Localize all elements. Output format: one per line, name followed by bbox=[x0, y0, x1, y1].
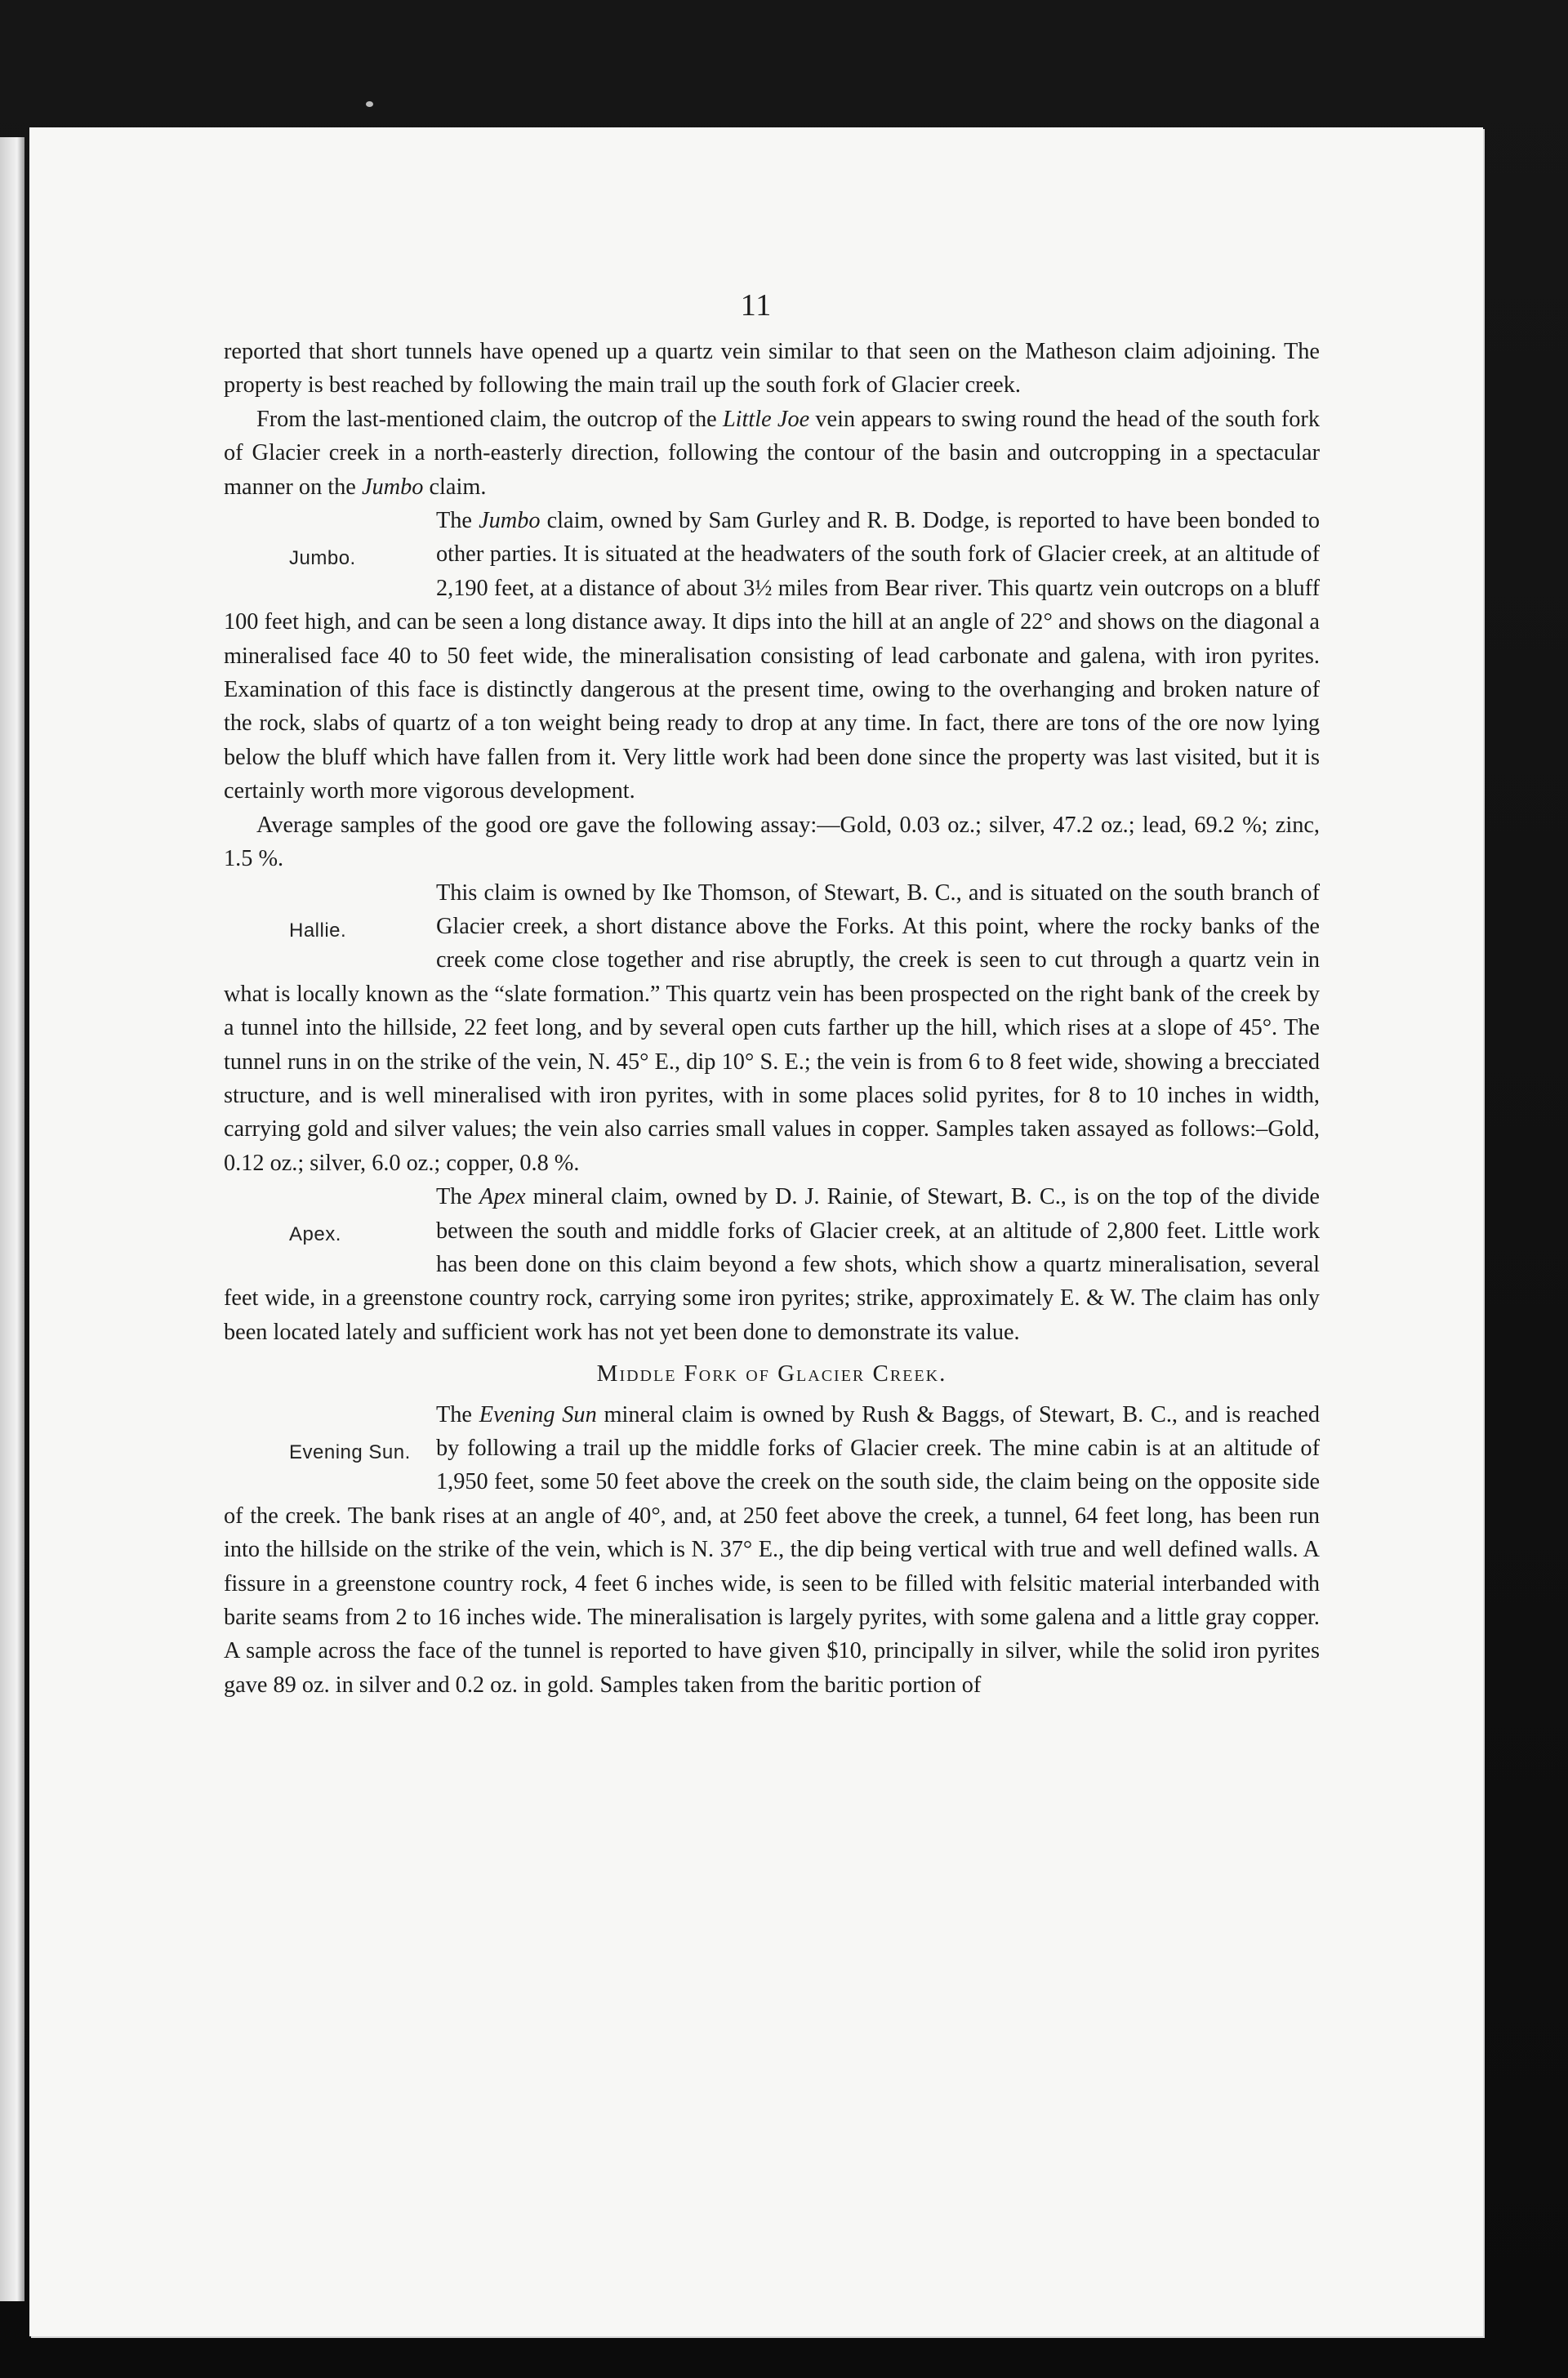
section-heading: Middle Fork of Glacier Creek. bbox=[596, 1360, 947, 1387]
side-note-apex: Apex. bbox=[289, 1223, 341, 1246]
section-jumbo bbox=[224, 504, 1320, 808]
document-page bbox=[29, 127, 1483, 2336]
paragraph-little-joe: From the last-mentioned claim, the outcrop of the Little Joe vein appears to swing round the head of the south fork of Glacier creek in a north-easterly direction, following the contour of the basin and outcropping in a spectacular manner on the Jumbo claim. bbox=[224, 406, 1321, 500]
side-note-jumbo: Jumbo. bbox=[289, 547, 356, 570]
paragraph-jumbo: The Jumbo claim, owned by Sam Gurley and R. B. Dodge, is reported to have been bonded to other parties. It is situated at the headwaters of the south fork of Glacier creek, at an altitude of 2,190 feet, at a distance of about 3½ miles from Bear river. This quartz vein outcrops on a bluff 100 feet high, and can be seen a long distance away. It dips into the hill at an angle of 22° and shows on the diagonal a mineralised face 40 to 50 feet wide, the mineralisation consisting of lead carbonate and galena, with iron pyrites. Examination of this face is distinctly dangerous at the present time, owing to the overhanging and broken nature of the rock, slabs of quartz of a ton weight being ready to drop at any time. In fact, there are tons of the ore now lying below the bluff which have fallen from it. Very little work had been done since the property was last visited, but it is certainly worth more vigorous development. bbox=[224, 508, 1320, 804]
paragraph-evening-sun: The Evening Sun mineral claim is owned by Rush & Baggs, of Stewart, B. C., and is reached by following a trail up the middle forks of Glacier creek. The mine cabin is at an altitude of 1,950 feet, some 50 feet above the creek on the south side, the claim being on the opposite side of the creek. The bank rises at an angle of 40°, and, at 250 feet above the creek, a tunnel, 64 feet long, has been run into the hillside on the strike of the vein, which is N. 37° E., the dip being vertical with true and well defined walls. A fissure in a greenstone country rock, 4 feet 6 inches wide, is seen to be filled with felsitic material interbanded with barite seams from 2 to 16 inches wide. The mineralisation is largely pyrites, with some galena and a little gray copper. A sample across the face of the tunnel is reported to have given $10, principally in silver, while the solid iron pyrites gave 89 oz. in silver and 0.2 oz. in gold. Samples taken from the baritic portion of bbox=[224, 1401, 1320, 1698]
page-number: 11 bbox=[740, 288, 773, 323]
section-apex bbox=[224, 1180, 1320, 1349]
adjacent-page-edge bbox=[0, 137, 24, 2301]
paragraph-hallie: This claim is owned by Ike Thomson, of Stewart, B. C., and is situated on the south branch of Glacier creek, a short distance above the Forks. At this point, where the rocky banks of the creek come close together and rise abruptly, the creek is seen to cut through a quartz vein in what is locally known as the “slate formation.” This quartz vein has been prospected on the right bank of the creek by a tunnel into the hillside, 22 feet long, and by several open cuts farther up the hill, which rises at a slope of 45°. The tunnel runs in on the strike of the vein, N. 45° E., dip 10° S. E.; the vein is from 6 to 8 feet wide, showing a brecciated structure, and is well mineralised with iron pyrites, with in some places solid pyrites, for 8 to 10 inches in width, carrying gold and silver values; the vein also carries small values in copper. Samples taken assayed as follows:–Gold, 0.12 oz.; silver, 6.0 oz.; copper, 0.8 %. bbox=[224, 880, 1320, 1176]
paragraph-apex: The Apex mineral claim, owned by D. J. Rainie, of Stewart, B. C., is on the top of the divide between the south and middle forks of Glacier creek, at an altitude of 2,800 feet. Little work has been done on this claim beyond a few shots, which show a quartz mineralisation, several feet wide, in a greenstone country rock, carrying some iron pyrites; strike, approximately E. & W. The claim has only been located lately and sufficient work has not yet been done to demonstrate its value. bbox=[224, 1184, 1320, 1345]
claim-name-apex: Apex bbox=[479, 1184, 526, 1210]
claim-name-jumbo: Jumbo bbox=[479, 508, 541, 534]
side-note-evening-sun: Evening Sun. bbox=[289, 1441, 411, 1463]
paragraph-assay: Average samples of the good ore gave the following assay:—Gold, 0.03 oz.; silver, 47.2 oz.; lead, 69.2 %; zinc, 1.5 %. bbox=[224, 812, 1320, 872]
side-note-hallie: Hallie. bbox=[289, 919, 347, 942]
dust-speck bbox=[366, 101, 373, 107]
paragraph-continued: reported that short tunnels have opened up a quartz vein similar to that seen on the Matheson claim adjoining. The property is best reached by following the main trail up the south fork of Glacier creek. bbox=[224, 339, 1320, 399]
section-hallie bbox=[224, 876, 1320, 1181]
page-body bbox=[224, 335, 1320, 1702]
claim-name-evening-sun: Evening Sun bbox=[479, 1401, 597, 1427]
claim-name-jumbo: Jumbo bbox=[361, 474, 424, 500]
claim-name-little-joe: Little Joe bbox=[722, 406, 810, 432]
section-evening-sun bbox=[224, 1398, 1320, 1703]
